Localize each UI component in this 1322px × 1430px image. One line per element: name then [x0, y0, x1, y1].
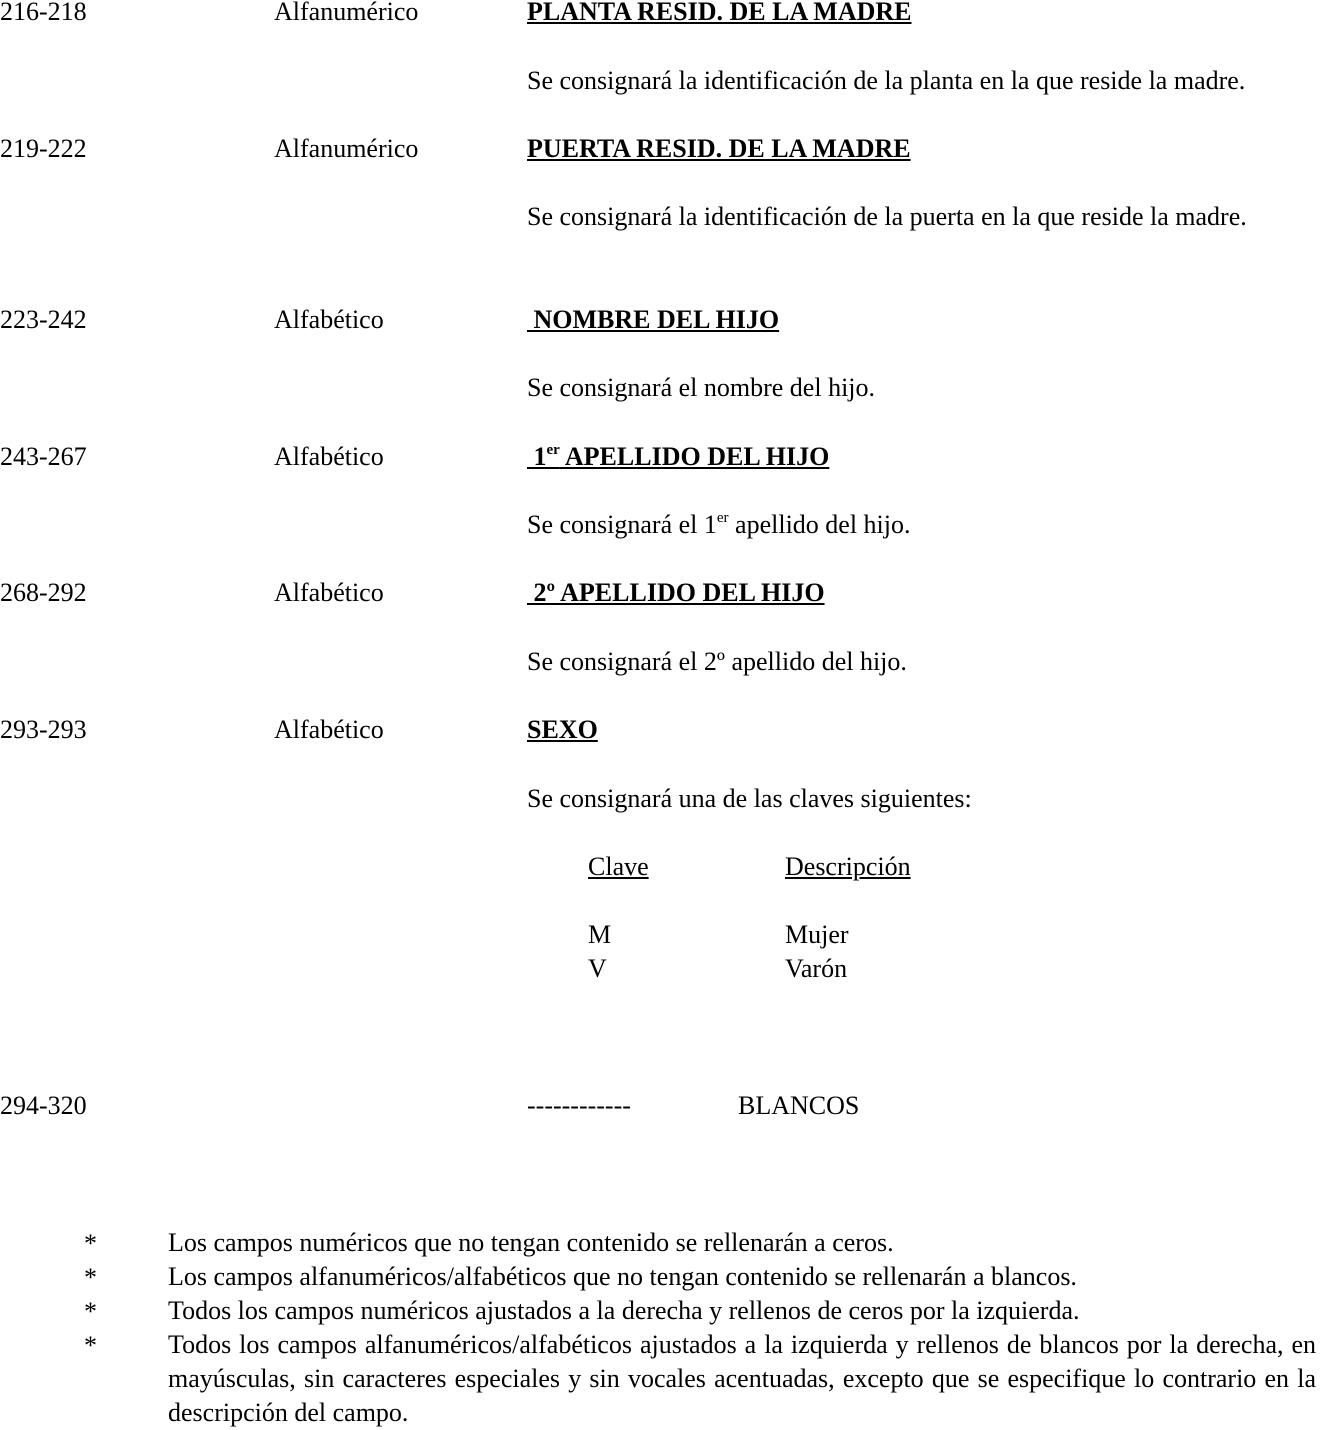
field-description: Se consignará una de las claves siguientes: [527, 784, 972, 813]
field-description [527, 510, 911, 540]
blancos-range: 294-320 [0, 1091, 87, 1120]
note-bullet: * [84, 1263, 97, 1292]
field-description-superscript: er [716, 510, 729, 526]
field-range: 223-242 [0, 305, 87, 334]
field-title: PUERTA RESID. DE LA MADRE [527, 134, 911, 163]
field-title: PLANTA RESID. DE LA MADRE [527, 0, 912, 26]
field-range: 293-293 [0, 715, 87, 744]
code-table-cell-clave: V [588, 954, 607, 983]
blancos-label: BLANCOS [738, 1091, 860, 1120]
code-table-header-clave [588, 852, 686, 882]
note-text: Los campos numéricos que no tengan contenido se rellenarán a ceros. [168, 1228, 894, 1257]
field-title-post: APELLIDO DEL HIJO [559, 442, 830, 471]
code-table-header-description [785, 852, 911, 882]
code-table-cell-description: Mujer [785, 920, 849, 949]
note-text: Todos los campos alfanuméricos/alfabéticos ajustados a la izquierda y rellenos de blancos por la derecha, en mayúsculas, sin caracteres especiales y sin vocales acentuadas, excepto que se especifique lo contrario en la descripción del campo. [168, 1330, 1316, 1427]
note-bullet: * [84, 1331, 97, 1360]
field-range: 243-267 [0, 442, 87, 471]
blancos-dashes: ------------ [527, 1091, 631, 1120]
field-range: 219-222 [0, 134, 87, 163]
field-type: Alfanumérico [274, 0, 419, 26]
code-table-cell-clave: M [588, 920, 612, 949]
field-title [527, 442, 829, 472]
field-title: SEXO [527, 715, 598, 744]
field-description: Se consignará la identificación de la puerta en la que reside la madre. [527, 202, 1247, 231]
field-title: 2º APELLIDO DEL HIJO [527, 578, 825, 607]
field-type: Alfabético [274, 578, 384, 607]
note-bullet: * [84, 1297, 97, 1326]
field-type: Alfabético [274, 442, 384, 471]
field-description: Se consignará el 2º apellido del hijo. [527, 647, 907, 676]
note-bullet: * [84, 1229, 97, 1258]
field-type: Alfanumérico [274, 134, 419, 163]
field-description-pre: Se consignará el 1 [527, 510, 717, 539]
field-type: Alfabético [274, 305, 384, 334]
field-title: NOMBRE DEL HIJO [527, 305, 780, 334]
note-text: Todos los campos numéricos ajustados a la derecha y rellenos de ceros por la izquierda. [168, 1296, 1080, 1325]
field-title-superscript: er [546, 442, 560, 458]
field-description: Se consignará la identificación de la planta en la que reside la madre. [527, 66, 1246, 95]
field-description: Se consignará el nombre del hijo. [527, 373, 876, 402]
field-type: Alfabético [274, 715, 384, 744]
code-table-header-clave-label: Clave [588, 852, 649, 881]
code-table-header-description-label: Descripción [785, 852, 911, 881]
field-title-pre: 1 [527, 442, 547, 471]
field-range: 216-218 [0, 0, 87, 26]
field-description-post: apellido del hijo. [728, 510, 911, 539]
note-text: Los campos alfanuméricos/alfabéticos que no tengan contenido se rellenarán a blancos. [168, 1262, 1077, 1291]
field-range: 268-292 [0, 578, 87, 607]
code-table-cell-description: Varón [785, 954, 848, 983]
